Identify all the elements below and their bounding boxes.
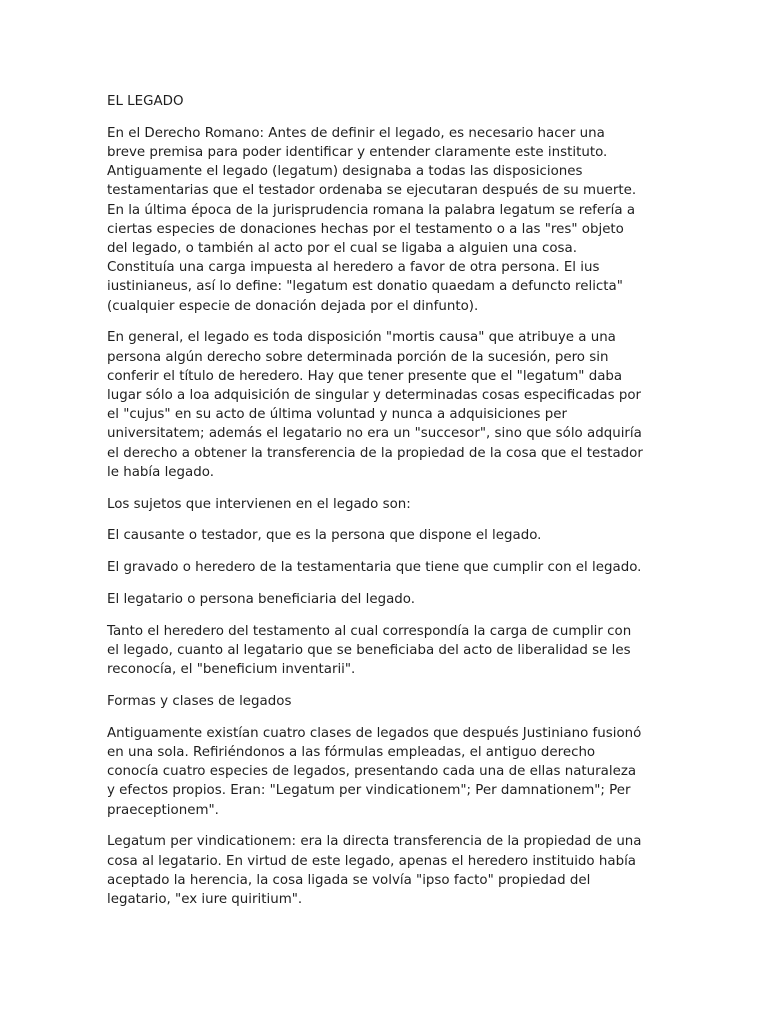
document-page <box>107 92 667 922</box>
paragraph-classes: Antiguamente existían cuatro clases de legados que después Justiniano fusionó en una sola. Refiriéndonos a las fórmulas empleadas, el antiguo derecho conocía cuatro especies de legados, presentando cada una de ellas naturaleza y efectos propios. Eran: "Legatum per vindicationem"; Per damnationem"; Per praeceptionem". <box>107 725 642 818</box>
paragraph-heir: El gravado o heredero de la testamentaria que tiene que cumplir con el legado. <box>107 560 642 576</box>
paragraph-subjects-intro: Los sujetos que intervienen en el legado son: <box>107 496 411 512</box>
paragraph-definition: En el Derecho Romano: Antes de definir el legado, es necesario hacer una breve premisa para poder identificar y entender claramente este instituto. Antiguamente el legado (legatum) designaba a todas las disposiciones testamentarias que el testador ordenaba se ejecutaran después de su muerte. En la última época de la jurisprudencia romana la palabra legatum se refería a ciertas especies de donaciones hechas por el testamento o a las "res" objeto del legado, o también al acto por el cual se ligaba a alguien una cosa. Constituía una carga impuesta al heredero a favor de otra persona. El ius iustinianeus, así lo define: "legatum est donatio quaedam a defuncto relicta" (cualquier especie de donación dejada por el dinfunto). <box>107 125 637 314</box>
section-heading-forms: Formas y clases de legados <box>107 694 292 710</box>
paragraph-testator: El causante o testador, que es la persona que dispone el legado. <box>107 528 542 544</box>
document-title: EL LEGADO <box>107 94 184 109</box>
paragraph-vindicationem: Legatum per vindicationem: era la directa transferencia de la propiedad de una cosa al legatario. En virtud de este legado, apenas el heredero instituido había aceptado la herencia, la cosa ligada se volvía "ipso facto" propiedad del legatario, "ex iure quiritium". <box>107 834 642 908</box>
paragraph-general: En general, el legado es toda disposición "mortis causa" que atribuye a una persona algún derecho sobre determinada porción de la sucesión, pero sin conferir el título de heredero. Hay que tener presente que el "legatum" daba lugar sólo a loa adquisición de singular y determinadas cosas especificadas por el "cujus" en su acto de última voluntad y nunca a adquisiciones per universitatem; además el legatario no era un "succesor", sino que sólo adquiría el derecho a obtener la transferencia de la propiedad de la cosa que el testador le había legado. <box>107 330 643 480</box>
paragraph-legatee: El legatario o persona beneficiaria del legado. <box>107 592 416 608</box>
paragraph-beneficium: Tanto el heredero del testamento al cual correspondía la carga de cumplir con el legado, cuanto al legatario que se beneficiaba del acto de liberalidad se les reconocía, el "beneficium inventarii". <box>107 623 632 678</box>
